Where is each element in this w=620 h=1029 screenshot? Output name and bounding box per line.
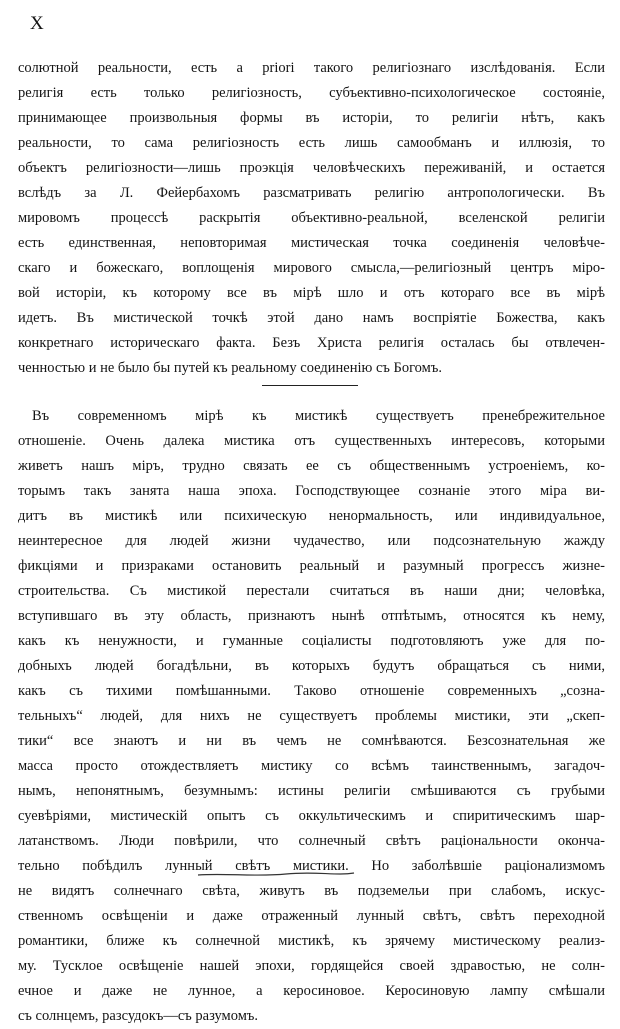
paragraph-line: отношеніе. Очень далека мистика отъ существенныхъ интересовъ, которыми [18, 433, 605, 449]
paragraph-line: какъ съ тихими помѣшанными. Таково отношеніе современныхъ „сознa- [18, 683, 605, 699]
paragraph-line: Въ современномъ мірѣ къ мистикѣ существуетъ пренебрежительное [32, 408, 605, 424]
paragraph-line: вой исторіи, къ которому все въ мірѣ шло и отъ котораго все въ мірѣ [18, 285, 605, 301]
paragraph-line: вступившаго въ эту область, признаютъ нынѣ отпѣтымъ, относятся къ нему, [18, 608, 605, 624]
paragraph-line: дитъ въ мистикѣ или психическую ненормальность, или индивидуальное, [18, 508, 605, 524]
paragraph-line: добныхъ людей богадѣльни, въ которыхъ будутъ обращаться съ ними, [18, 658, 605, 674]
paragraph-line: объектъ религіозности—лишь проэкція человѣческихъ переживаній, и остается [18, 160, 605, 176]
paragraph-line: строительства. Съ мистикой перестали считаться въ наши дни; человѣка, [18, 583, 605, 599]
paragraph-line: торымъ такъ занята наша эпоха. Господствующее сознаніе этого міра ви- [18, 483, 605, 499]
paragraph-line: съ солнцемъ, разсудокъ—съ разумомъ. [18, 1008, 259, 1024]
paragraph-line: тики“ все знаютъ и ни въ чемъ не сомнѣваются. Безсознательная же [18, 733, 605, 749]
paragraph-line: живетъ нашъ міръ, трудно связать ее съ общественнымъ устроеніемъ, ко- [18, 458, 605, 474]
paragraph-line: мировомъ процессѣ раскрытія объективно-реальной, вселенской религіи [18, 210, 605, 226]
paragraph-line: ечное и даже не лунное, а керосиновое. Керосиновую лампу смѣшали [18, 983, 605, 999]
paragraph-line: конкретнаго историческаго факта. Безъ Христа религія осталась бы отвлечен- [18, 335, 605, 351]
section-divider [262, 385, 358, 386]
paragraph-line: солютной реальности, есть a priori такого религіознаго изслѣдованія. Если [18, 60, 605, 76]
paragraph-line: есть единственная, неповторимая мистическая точка соединенія человѣче- [18, 235, 605, 251]
paragraph-line: идетъ. Въ мистической точкѣ этой дано намъ воспріятіе Божества, какъ [18, 310, 605, 326]
paragraph-line: нымъ, непонятнымъ, безумнымъ: истины религіи смѣшиваются съ грубыми [18, 783, 605, 799]
paragraph-line: му. Тусклое освѣщеніе нашей эпохи, гордящейся своей здравостью, не солн- [18, 958, 605, 974]
paragraph-line: не видятъ солнечнаго свѣта, живутъ въ подземельи при слабомъ, искус- [18, 883, 605, 899]
paragraph-line: принимающее произвольныя формы въ исторіи, то религіи нѣтъ, какъ [18, 110, 605, 126]
paragraph-line: ченностью и не было бы путей къ реальному соединенію съ Богомъ. [18, 360, 442, 376]
paragraph-line: суевѣріями, мистическій опытъ съ оккультическимъ и спиритическимъ шар- [18, 808, 605, 824]
paragraph-line: фикціями и призраками остановить реальный и разумный прогрессъ жизне- [18, 558, 605, 574]
paragraph-line: масса просто отождествляетъ мистику со всѣмъ таинственнымъ, загадоч- [18, 758, 605, 774]
paragraph-line: какъ къ ненужности, и гуманные соціалисты подготовляютъ уже для по- [18, 633, 605, 649]
pencil-underline-mark [196, 870, 356, 880]
paragraph-line: религія есть только религіозность, субъективно-психологическое состояніе, [18, 85, 605, 101]
paragraph-line: неинтересное для людей жизни чудачество, или подсознательную жажду [18, 533, 605, 549]
paragraph-two [18, 404, 605, 1029]
paragraph-line: реальности, то сама религіозность есть лишь самообманъ и иллюзія, то [18, 135, 605, 151]
paragraph-line: ственномъ освѣщеніи и даже отраженный лунный свѣтъ, свѣтъ переходной [18, 908, 605, 924]
paragraph-line: скаго и божескаго, воплощенія мирового смысла,—религіозный центръ міро- [18, 260, 605, 276]
paragraph-line: вслѣдъ за Л. Фейербахомъ разсматривать религію антропологически. Въ [18, 185, 605, 201]
paragraph-line: тельно побѣдилъ лунный свѣтъ мистики. Но заболѣвшіе раціонализмомъ [18, 858, 605, 874]
paragraph-line: тельныхъ“ людей, для нихъ не существуетъ проблемы мистики, эти „скеп- [18, 708, 605, 724]
paragraph-line: латанствомъ. Люди повѣрили, что солнечный свѣтъ раціональности оконча- [18, 833, 605, 849]
page-number: X [30, 13, 45, 34]
paragraph-one [18, 56, 605, 381]
paragraph-line: романтики, ближе къ солнечной мистикѣ, къ зрячему мистическому реализ- [18, 933, 605, 949]
